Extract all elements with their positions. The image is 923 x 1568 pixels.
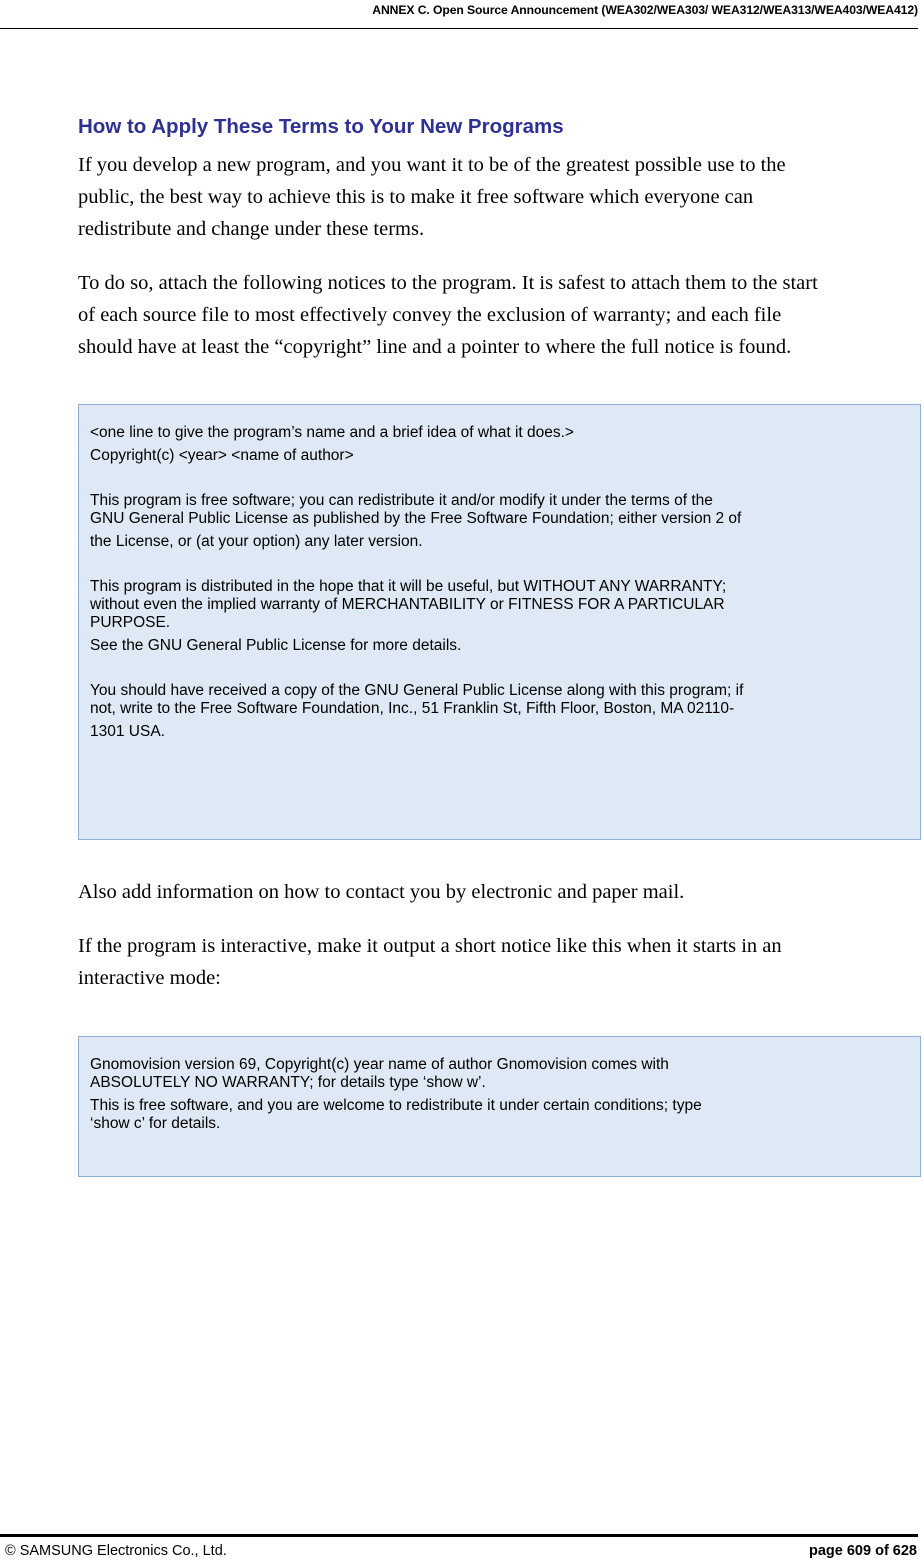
- notice-warranty-line: without even the implied warranty of MERCHANTABILITY or FITNESS FOR A PARTICULAR: [90, 596, 725, 613]
- paragraph-line: of each source file to most effectively convey the exclusion of warranty; and each file: [78, 304, 782, 326]
- interactive-notice-line: This is free software, and you are welcome to redistribute it under certain conditions; type: [90, 1097, 702, 1114]
- notice-copyright-line: Copyright(c) <year> <name of author>: [90, 447, 354, 464]
- paragraph-line: interactive mode:: [78, 967, 221, 989]
- notice-program-line: <one line to give the program’s name and a brief idea of what it does.>: [90, 424, 574, 441]
- paragraph-line: To do so, attach the following notices to the program. It is safest to attach them to the start: [78, 272, 818, 294]
- notice-copy-line: 1301 USA.: [90, 723, 165, 740]
- section-heading: How to Apply These Terms to Your New Programs: [78, 115, 564, 138]
- notice-license-line: GNU General Public License as published by the Free Software Foundation; either version 2 of: [90, 510, 742, 527]
- paragraph-line: redistribute and change under these terms.: [78, 218, 425, 240]
- paragraph-line: If the program is interactive, make it output a short notice like this when it starts in an: [78, 935, 782, 957]
- interactive-notice-box: [78, 1036, 921, 1177]
- interactive-notice-line: ABSOLUTELY NO WARRANTY; for details type ‘show w’.: [90, 1074, 486, 1091]
- license-notice-box: [78, 404, 921, 840]
- footer-copyright: © SAMSUNG Electronics Co., Ltd.: [5, 1543, 227, 1559]
- notice-license-line: the License, or (at your option) any later version.: [90, 533, 423, 550]
- intro-paragraph: [78, 149, 923, 245]
- main-content: [78, 112, 923, 363]
- lower-text: [78, 876, 923, 994]
- paragraph-line: If you develop a new program, and you want it to be of the greatest possible use to the: [78, 154, 786, 176]
- paragraph-line: public, the best way to achieve this is to make it free software which everyone can: [78, 186, 754, 208]
- notice-warranty-line: This program is distributed in the hope that it will be useful, but WITHOUT ANY WARRANTY;: [90, 578, 727, 595]
- interactive-paragraph: [78, 930, 923, 994]
- footer-page-number: page 609 of 628: [809, 1543, 917, 1559]
- notice-copy-line: You should have received a copy of the GNU General Public License along with this program; if: [90, 682, 744, 699]
- notice-warranty-line: PURPOSE.: [90, 614, 171, 631]
- page-footer: [0, 1534, 918, 1568]
- notice-license-line: This program is free software; you can redistribute it and/or modify it under the terms of the: [90, 492, 713, 509]
- interactive-notice-line: ‘show c’ for details.: [90, 1115, 221, 1132]
- notice-copy-line: not, write to the Free Software Foundation, Inc., 51 Franklin St, Fifth Floor, Boston, MA 02110-: [90, 700, 735, 717]
- contact-paragraph: Also add information on how to contact you by electronic and paper mail.: [78, 881, 685, 903]
- attach-notice-paragraph: [78, 267, 923, 363]
- notice-details-line: See the GNU General Public License for more details.: [90, 637, 462, 654]
- paragraph-line: should have at least the “copyright” line and a pointer to where the full notice is found.: [78, 336, 792, 358]
- header-title: ANNEX C. Open Source Announcement (WEA302/WEA303/ WEA312/WEA313/WEA403/WEA412): [372, 3, 918, 17]
- interactive-notice-line: Gnomovision version 69, Copyright(c) year name of author Gnomovision comes with: [90, 1056, 669, 1073]
- page-header: [0, 0, 918, 29]
